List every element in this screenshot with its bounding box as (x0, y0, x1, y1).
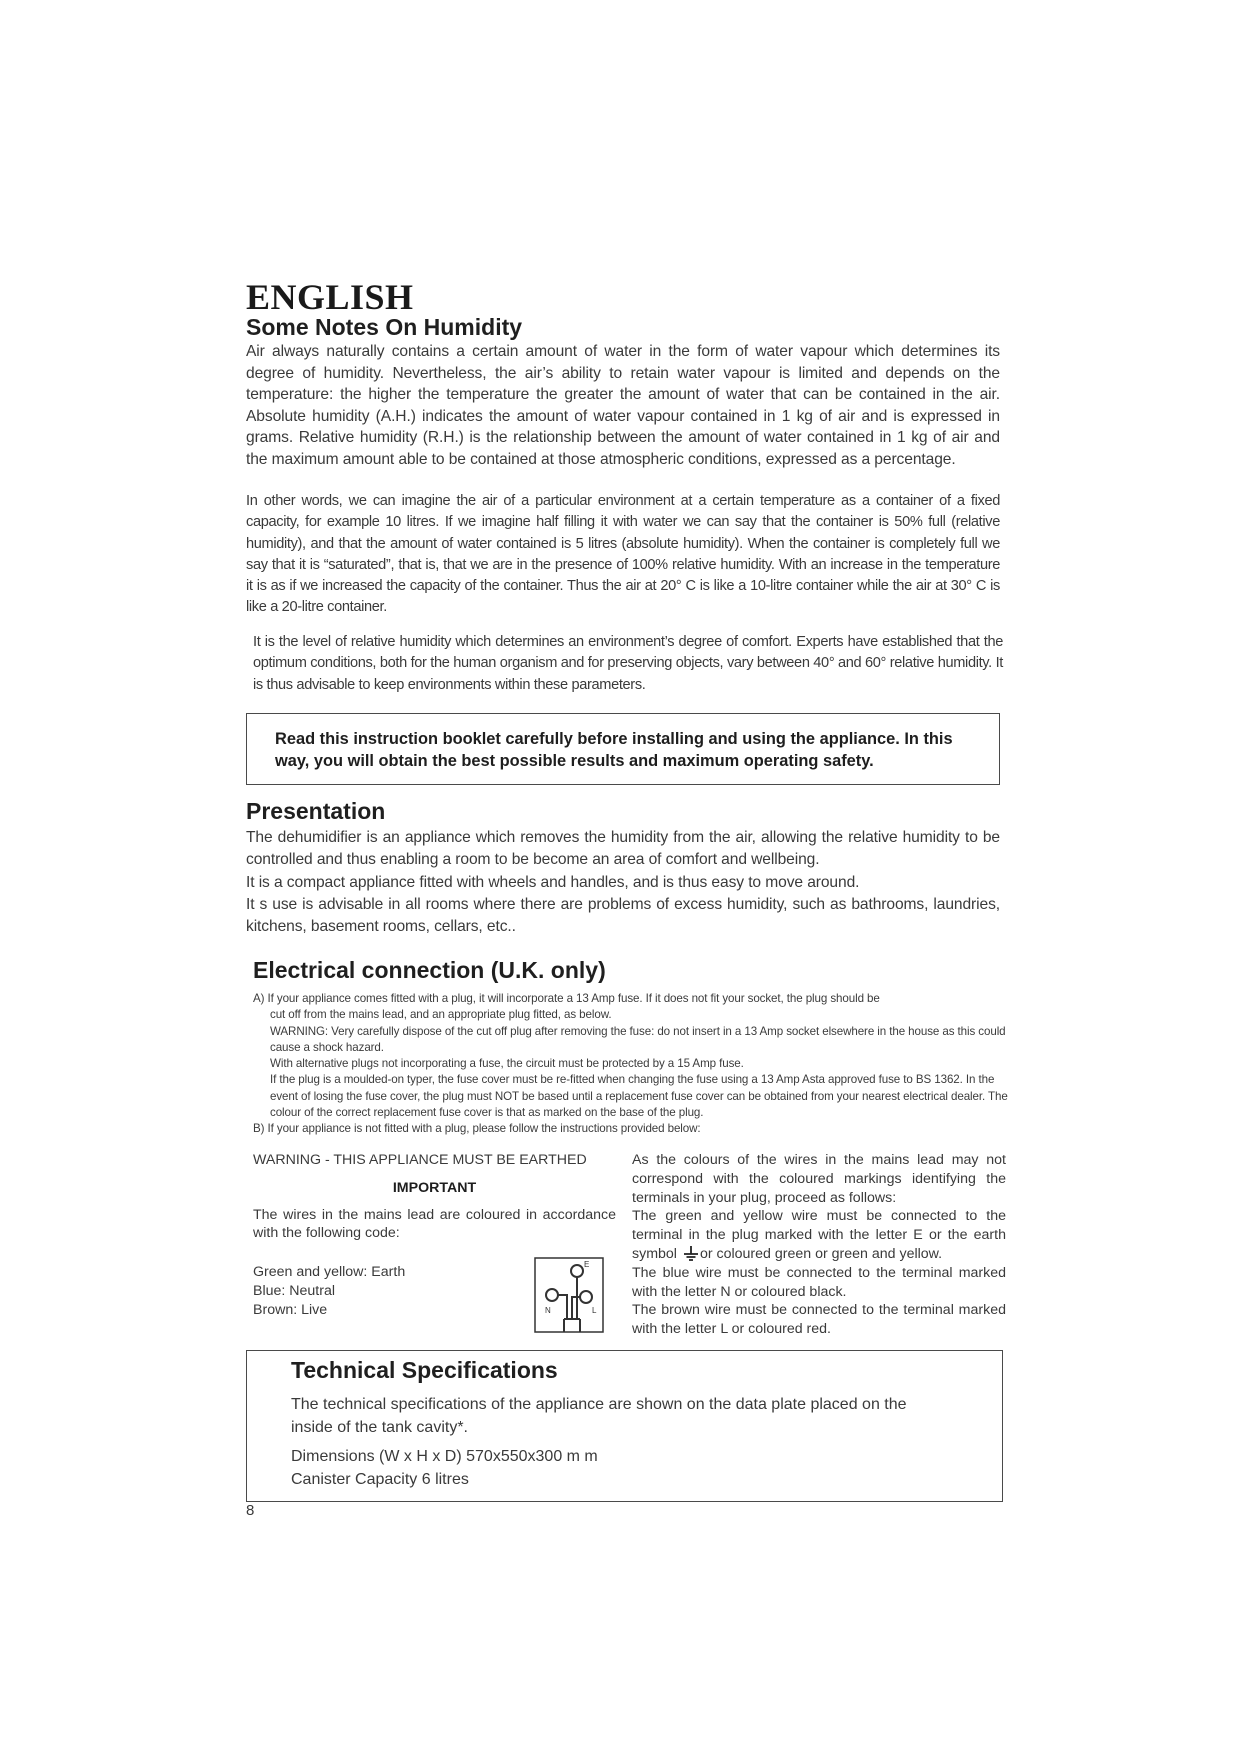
moulded-plug-note: If the plug is a moulded-on typer, the fuse cover must be re-fitted when changing the fuse using a 13 Amp Asta approved fuse to BS 1362. In the event of losing the fuse cover, the plug must NOT be based until a replacement fuse cover can be obtained from your nearest electrical dealer. The colour of the correct replacement fuse cover is that as marked on the base of the plug. (270, 1073, 1008, 1120)
instruction-a: A) If your appliance comes fitted with a plug, it will incorporate a 13 Amp fuse. If it does not fit your socket, the plug should be (253, 992, 880, 1005)
green-yellow-text-start: The green and yellow wire must be connected to the terminal in the plug marked with the letter E or the earth symbol (632, 1208, 1006, 1262)
electrical-title: Electrical connection (U.K. only) (253, 957, 606, 983)
page-number: 8 (246, 1502, 255, 1519)
earthed-warning: WARNING - THIS APPLIANCE MUST BE EARTHED (253, 1152, 587, 1168)
notice-box (246, 713, 1000, 785)
green-yellow-instruction (632, 1207, 1006, 1263)
diagram-label-n: N (545, 1306, 551, 1315)
presentation-paragraph-3: It s use is advisable in all rooms where there are problems of excess humidity, such as bathrooms, laundries, kitchens, basement rooms, cellars, etc.. (246, 896, 1000, 935)
notice-text: Read this instruction booklet carefully before installing and using the appliance. In this way, you will obtain the best possible results and maximum operating safety. (275, 730, 953, 770)
green-yellow-text-end: or coloured green or green and yellow. (699, 1245, 943, 1262)
instruction-a-continued: cut off from the mains lead, and an appropriate plug fitted, as below. (270, 1008, 612, 1022)
alternative-plug-note: With alternative plugs not incorporating a fuse, the circuit must be protected by a 15 Amp fuse. (270, 1057, 744, 1071)
specs-paragraph: The technical specifications of the appliance are shown on the data plate placed on the inside of the tank cavity*. (291, 1396, 907, 1436)
diagram-label-e: E (584, 1260, 590, 1269)
technical-specifications-box (246, 1350, 1003, 1502)
code-earth: Green and yellow: Earth (253, 1264, 406, 1281)
humidity-title: Some Notes On Humidity (246, 314, 523, 340)
language-heading: ENGLISH (246, 277, 414, 317)
humidity-paragraph-1: Air always naturally contains a certain amount of water in the form of water vapour which determines its degree of humidity. Nevertheless, the air’s ability to retain water vapour is limited and depends on the temperature: the higher the temperature the greater the amount of water that can be contained in the air. Absolute humidity (A.H.) indicates the amount of water vapour contained in 1 kg of air and is expressed in grams. Relative humidity (R.H.) is the relationship between the amount of water contained in 1 kg of air and the maximum amount able to be contained at those atmospheric conditions, expressed as a percentage. (246, 343, 1000, 468)
wire-colour-intro: As the colours of the wires in the mains lead may not correspond with the coloured markings identifying the terminals in your plug, proceed as follows: (632, 1152, 1006, 1206)
presentation-paragraph-1: The dehumidifier is an appliance which removes the humidity from the air, allowing the relative humidity to be controlled and thus enabling a room to be become an area of comfort and wellbeing. (246, 829, 1000, 868)
instruction-b: B) If your appliance is not fitted with a plug, please follow the instructions provided below: (253, 1122, 701, 1136)
humidity-paragraph-2: In other words, we can imagine the air of a particular environment at a certain temperature as a container of a fixed capacity, for example 10 litres. If we imagine half filling it with water we can say that the container is 50% full (relative humidity), and that the amount of water contained is 5 litres (absolute humidity). When the container is completely full we say that it is “saturated”, that is, that we are in the presence of 100% relative humidity. With an increase in the temperature it is as if we increased the capacity of the container. Thus the air at 20° C is like a 10-litre container while the air at 30° C is like a 20-litre container. (246, 493, 1000, 616)
presentation-title: Presentation (246, 798, 386, 824)
shock-warning: WARNING: Very carefully dispose of the cut off plug after removing the fuse: do not insert in a 13 Amp socket elsewhere in the house as this could cause a shock hazard. (270, 1024, 1006, 1054)
code-neutral: Blue: Neutral (253, 1282, 336, 1299)
diagram-label-l: L (592, 1306, 597, 1315)
code-live: Brown: Live (253, 1301, 328, 1318)
electrical-instructions (253, 991, 1010, 1138)
wire-connection-column (632, 1151, 1006, 1339)
blue-wire-instruction: The blue wire must be connected to the terminal marked with the letter N or coloured black. (632, 1264, 1006, 1300)
specs-title: Technical Specifications (291, 1357, 558, 1383)
presentation-paragraph-2: It is a compact appliance fitted with wheels and handles, and is thus easy to move around. (246, 874, 860, 891)
plug-wiring-diagram-icon (534, 1257, 604, 1333)
important-label: IMPORTANT (392, 1179, 477, 1196)
code-intro: The wires in the mains lead are coloured in accordance with the following code: (253, 1206, 616, 1242)
specs-capacity: Canister Capacity 6 litres (291, 1471, 469, 1488)
earth-symbol-icon (683, 1245, 699, 1261)
brown-wire-instruction: The brown wire must be connected to the terminal marked with the letter L or coloured red. (632, 1302, 1006, 1338)
humidity-paragraph-3: It is the level of relative humidity which determines an environment’s degree of comfort. Experts have established that the optimum conditions, both for the human organism and for preserving objects, vary between 40° and 60° relative humidity. It is thus advisable to keep environments within these parameters. (253, 634, 1003, 693)
specs-dimensions: Dimensions (W x H x D) 570x550x300 m m (291, 1448, 598, 1465)
